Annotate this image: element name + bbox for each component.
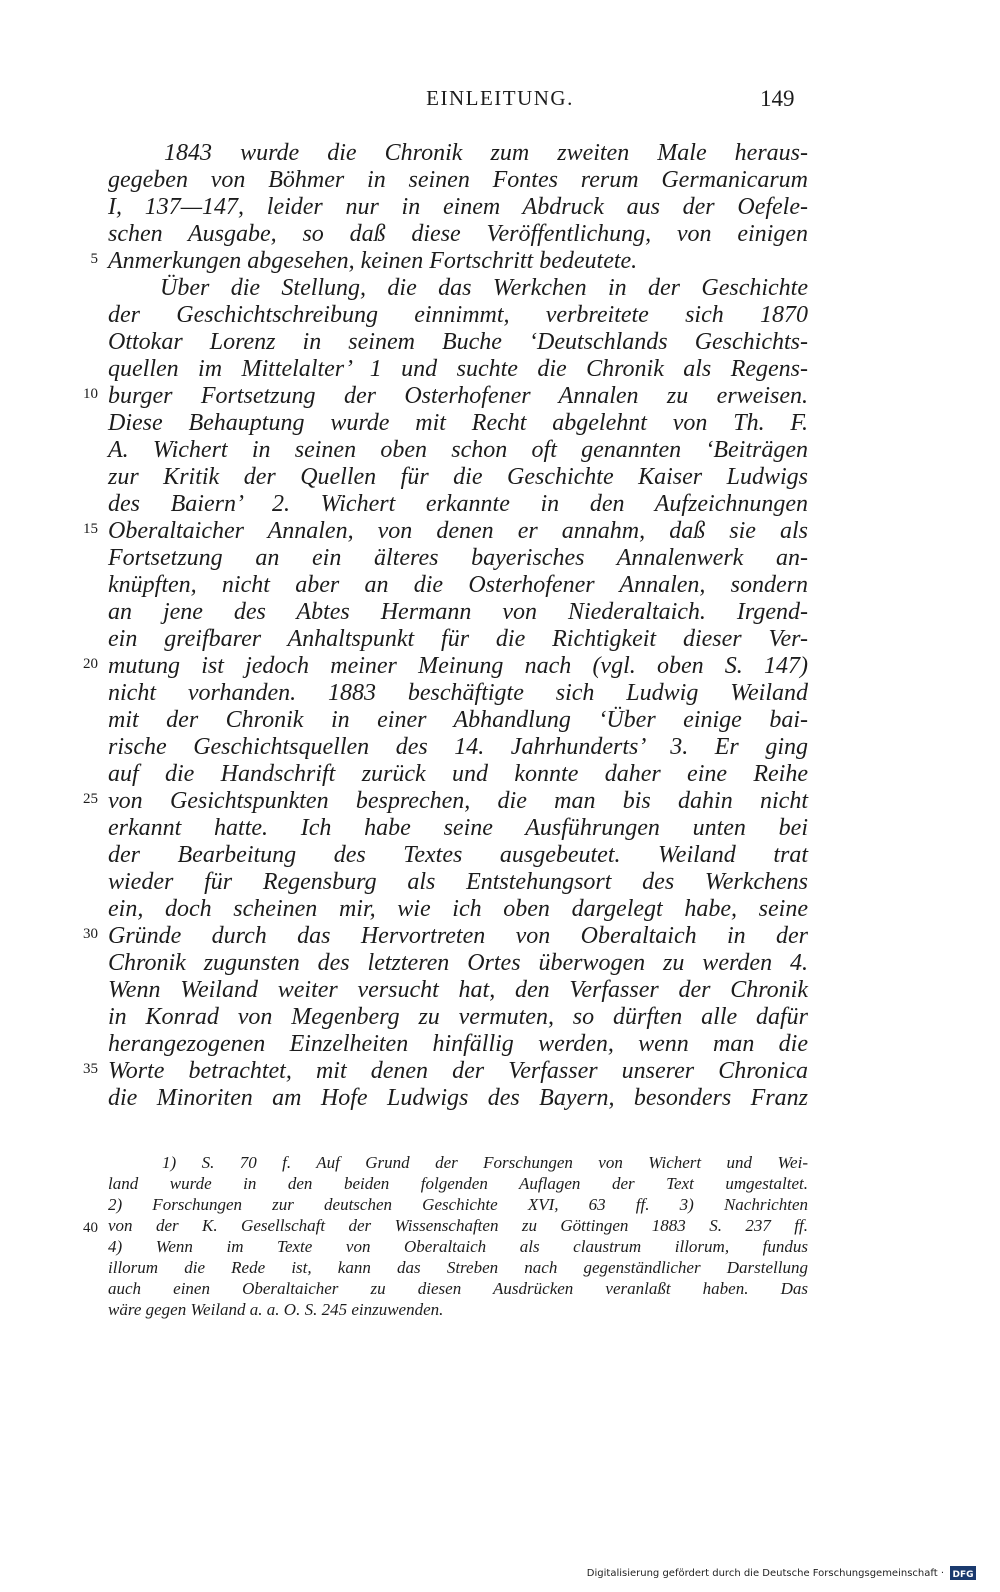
line-number: 5: [90, 251, 98, 267]
text-line: Wenn Weiland weiter versucht hat, den Verfasser der Chronik: [108, 977, 808, 1003]
text-line: auf die Handschrift zurück und konnte daher eine Reihe: [108, 761, 808, 787]
line-number: 25: [83, 791, 98, 807]
digitization-credit: [587, 1566, 976, 1580]
text-line: burger Fortsetzung der Osterhofener Annalen zu erweisen.: [108, 383, 808, 409]
text-line: Oberaltaicher Annalen, von denen er annahm, daß sie als: [108, 518, 808, 544]
text-line: knüpften, nicht aber an die Osterhofener Annalen, sondern: [108, 572, 808, 598]
page-number: 149: [760, 86, 795, 111]
text-line: mit der Chronik in einer Abhandlung ‘Über einige bai-: [108, 707, 808, 733]
text-line: nicht vorhanden. 1883 beschäftigte sich Ludwig Weiland: [108, 680, 808, 706]
text-line: Worte betrachtet, mit denen der Verfasser unserer Chronica: [108, 1058, 808, 1084]
text-line: an jene des Abtes Hermann von Niederaltaich. Irgend-: [108, 599, 808, 625]
footnote-line: auch einen Oberaltaicher zu diesen Ausdrücken veranlaßt haben. Das: [108, 1279, 808, 1298]
text-line: der Bearbeitung des Textes ausgebeutet. Weiland trat: [108, 842, 808, 868]
text-line: Anmerkungen abgesehen, keinen Fortschritt bedeutete.: [108, 248, 638, 274]
running-title: EINLEITUNG.: [426, 86, 574, 110]
body-text: [108, 140, 808, 1112]
text-line: von Gesichtspunkten besprechen, die man bis dahin nicht: [108, 788, 808, 814]
text-line: Fortsetzung an ein älteres bayerisches Annalenwerk an-: [108, 545, 808, 571]
line-number: 10: [83, 386, 98, 402]
footnote-line: wäre gegen Weiland a. a. O. S. 245 einzuwenden.: [108, 1300, 444, 1319]
line-number: 30: [83, 926, 98, 942]
text-line: I, 137—147, leider nur in einem Abdruck aus der Oefele-: [108, 194, 808, 220]
text-line: die Minoriten am Hofe Ludwigs des Bayern, besonders Franz: [108, 1085, 808, 1111]
footnote-line: 4) Wenn im Texte von Oberaltaich als claustrum illorum, fundus: [108, 1237, 808, 1256]
text-line: Chronik zugunsten des letzteren Ortes überwogen zu werden 4.: [108, 950, 808, 976]
text-line: rische Geschichtsquellen des 14. Jahrhunderts’ 3. Er ging: [108, 734, 808, 760]
text-line: wieder für Regensburg als Entstehungsort des Werkchens: [108, 869, 808, 895]
text-line: mutung ist jedoch meiner Meinung nach (vgl. oben S. 147): [108, 653, 808, 679]
text-line: gegeben von Böhmer in seinen Fontes rerum Germanicarum: [108, 167, 808, 193]
text-line: ein greifbarer Anhaltspunkt für die Richtigkeit dieser Ver-: [108, 626, 808, 652]
text-line: Über die Stellung, die das Werkchen in der Geschichte: [160, 275, 808, 301]
line-number: 15: [83, 521, 98, 537]
dfg-logo-icon: [950, 1566, 976, 1580]
text-line: 1843 wurde die Chronik zum zweiten Male heraus-: [164, 140, 808, 166]
credit-text: Digitalisierung gefördert durch die Deutsche Forschungsgemeinschaft ·: [586, 1567, 944, 1579]
footnote-line: 1) S. 70 f. Auf Grund der Forschungen von Wichert und Wei-: [162, 1153, 808, 1172]
text-line: ein, doch scheinen mir, wie ich oben dargelegt habe, seine: [108, 896, 808, 922]
text-line: in Konrad von Megenberg zu vermuten, so dürften alle dafür: [108, 1004, 808, 1030]
footnote-line: von der K. Gesellschaft der Wissenschaften zu Göttingen 1883 S. 237 ff.: [108, 1216, 808, 1235]
text-line: Ottokar Lorenz in seinem Buche ‘Deutschlands Geschichts-: [108, 329, 808, 355]
text-line: herangezogenen Einzelheiten hinfällig werden, wenn man die: [108, 1031, 808, 1057]
footnote-line: 2) Forschungen zur deutschen Geschichte XVI, 63 ff. 3) Nachrichten: [108, 1195, 808, 1214]
line-number: 20: [83, 656, 98, 672]
text-line: schen Ausgabe, so daß diese Veröffentlichung, von einigen: [108, 221, 808, 247]
svg-text:DFG: DFG: [952, 1570, 974, 1580]
text-line: Gründe durch das Hervortreten von Oberaltaich in der: [108, 923, 808, 949]
text-line: erkannt hatte. Ich habe seine Ausführungen unten bei: [108, 815, 808, 841]
line-number: 35: [83, 1061, 98, 1077]
footnotes: [108, 1152, 808, 1320]
footnote-line: illorum die Rede ist, kann das Streben nach gegenständlicher Darstellung: [108, 1258, 808, 1277]
text-line: der Geschichtschreibung einnimmt, verbreitete sich 1870: [108, 302, 808, 328]
text-line: quellen im Mittelalter’ 1 und suchte die Chronik als Regens-: [108, 356, 808, 382]
line-number: 40: [83, 1220, 98, 1236]
text-line: des Baiern’ 2. Wichert erkannte in den Aufzeichnungen: [108, 491, 808, 517]
text-line: A. Wichert in seinen oben schon oft genannten ‘Beiträgen: [108, 437, 808, 463]
text-line: Diese Behauptung wurde mit Recht abgelehnt von Th. F.: [108, 410, 808, 436]
text-line: zur Kritik der Quellen für die Geschichte Kaiser Ludwigs: [108, 464, 808, 490]
footnote-line: land wurde in den beiden folgenden Auflagen der Text umgestaltet.: [108, 1174, 808, 1193]
